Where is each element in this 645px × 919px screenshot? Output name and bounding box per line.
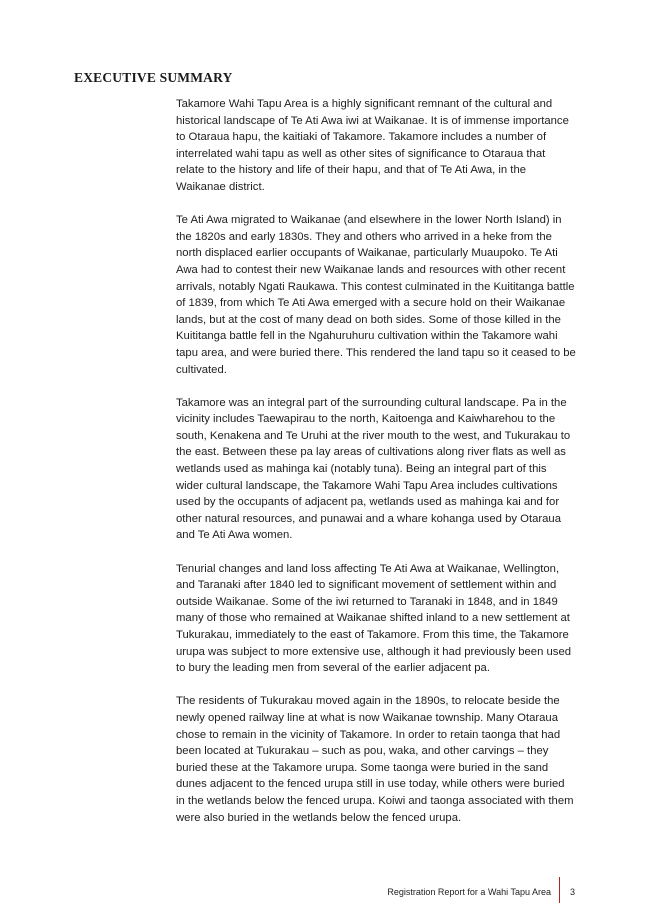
summary-body <box>176 96 576 843</box>
paragraph: Tenurial changes and land loss affecting Te Ati Awa at Waikanae, Wellington, and Taranaki after 1840 led to significant movement of settlement within and outside Waikanae. Some of the iwi returned to Taranaki in 1848, and in 1849 many of those who remained at Waikanae shifted inland to a new settlement at Tukurakau, immediately to the east of Takamore. From this time, the Takamore urupa was subject to more extensive use, although it had previously been used to bury the leading men from several of the earlier adjacent pa. <box>176 562 572 675</box>
footer-divider <box>559 877 560 903</box>
footer-report-title: Registration Report for a Wahi Tapu Area <box>387 887 551 897</box>
page-number: 3 <box>569 887 575 897</box>
page-footer <box>387 879 575 905</box>
paragraph: The residents of Tukurakau moved again in the 1890s, to relocate beside the newly opened railway line at what is now Waikanae township. Many Otaraua chose to remain in the vicinity of Takamore. In order to retain taonga that had been located at Tukurakau – such as pou, waka, and other carvings – they buried these at the Takamore urupa. Some taonga were buried in the sand dunes adjacent to the fenced urupa still in use today, while others were buried in the wetlands below the fenced urupa. Koiwi and taonga associated with them were also buried in the wetlands below the fenced urupa. <box>176 695 574 824</box>
paragraph: Te Ati Awa migrated to Waikanae (and elsewhere in the lower North Island) in the 1820s and early 1830s. They and others who arrived in a heke from the north displaced earlier occupants of Waikanae, particularly Muaupoko. Te Ati Awa had to contest their new Waikanae lands and resources with other recent arrivals, notably Ngati Raukawa. This contest culminated in the Kuititanga battle of 1839, from which Te Ati Awa emerged with a secure hold on their Waikanae lands, but at the cost of many dead on both sides. Some of those killed in the Kuititanga battle fell in the Ngahuruhuru cultivation within the Takamore wahi tapu area, and were buried there. This rendered the land tapu so it ceased to be cultivated. <box>176 214 576 376</box>
paragraph: Takamore Wahi Tapu Area is a highly significant remnant of the cultural and historical landscape of Te Ati Awa iwi at Waikanae. It is of immense importance to Otaraua hapu, the kaitiaki of Takamore. Takamore includes a number of interrelated wahi tapu as well as other sites of significance to Otaraua that relate to the history and life of their hapu, and that of Te Ati Awa, in the Waikanae district. <box>176 98 569 193</box>
section-heading: EXECUTIVE SUMMARY <box>74 70 233 85</box>
paragraph: Takamore was an integral part of the surrounding cultural landscape. Pa in the vicinity includes Taewapirau to the north, Kaitoenga and Kaiwharehou to the south, Kenakena and Te Uruhi at the river mouth to the west, and Tukurakau to the east. Between these pa lay areas of cultivations along river flats as well as wetlands used as mahinga kai (notably tuna). Being an integral part of this wider cultural landscape, the Takamore Wahi Tapu Area includes cultivations used by the occupants of adjacent pa, wetlands used as mahinga kai and for other natural resources, and punawai and a whare kohanga used by Otaraua and Te Ati Awa women. <box>176 396 571 542</box>
